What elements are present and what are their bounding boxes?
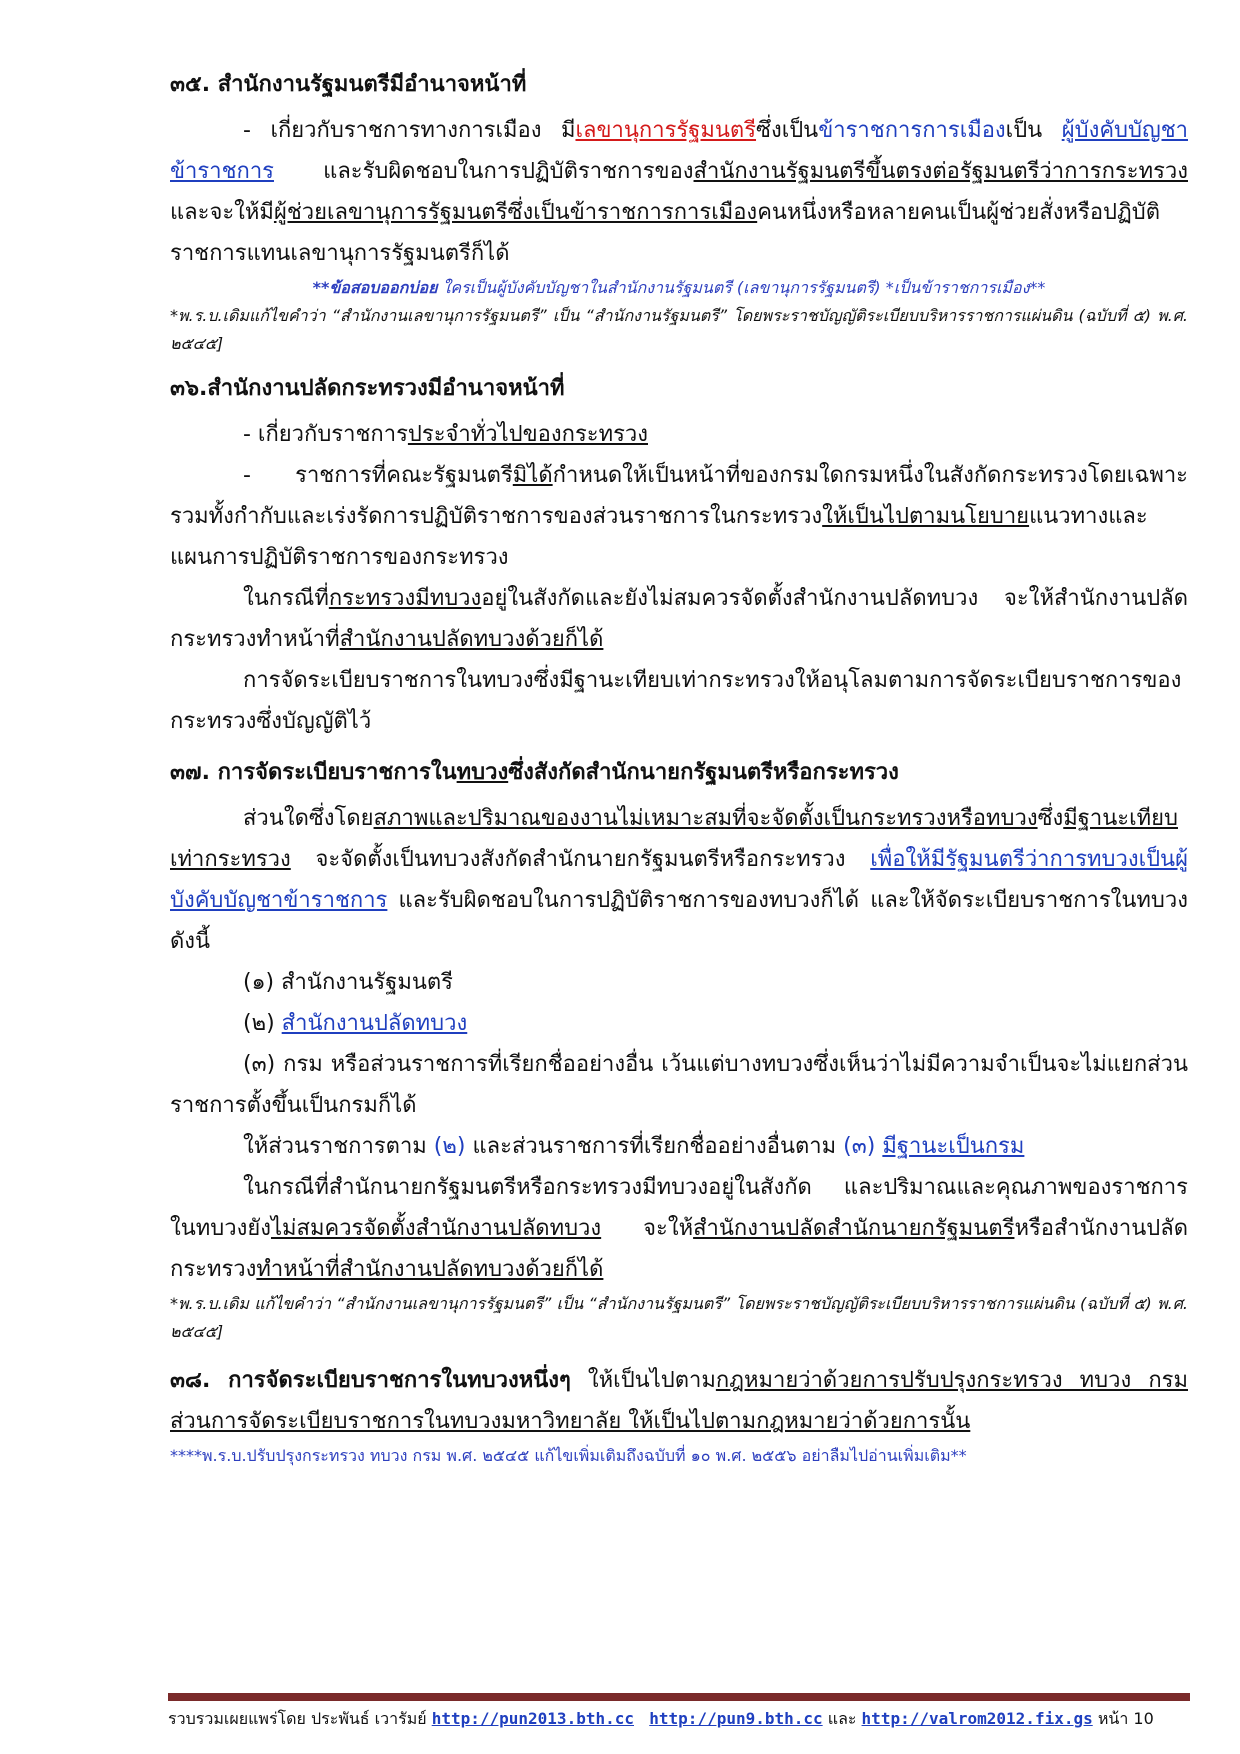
term-commander: ผู้บังคับบัญชาข้าราชการ xyxy=(170,118,1188,184)
section-37-list-item-3: (๓) กรม หรือส่วนราชการที่เรียกชื่ออย่างอื่น เว้นแต่บางทบวงซึ่งเห็นว่าไม่มีความจำเป็นจะไม่แยกส่วนราชการตั้งขึ้นเป็นกรมก็ได้ xyxy=(170,1052,1188,1118)
footer-link-2[interactable]: http://pun9.bth.cc xyxy=(649,1709,823,1728)
section-38 xyxy=(170,1360,1188,1470)
footer-link-1[interactable]: http://pun2013.bth.cc xyxy=(431,1709,634,1728)
text: ซึ่งสังกัดสำนักนายกรัฐมนตรีหรือกระทรวง xyxy=(508,760,899,785)
text: ซึ่ง xyxy=(1037,806,1064,831)
text: ๓๗. การจัดระเบียบราชการใน xyxy=(170,760,457,785)
text: ใครเป็นผู้บังคับบัญชาในสำนักงานรัฐมนตรี (เลขานุการรัฐมนตรี) *เป็นข้าราชการเมือง** xyxy=(437,278,1046,297)
term: มิได้ xyxy=(512,463,553,488)
text: แนวทางและแผนการปฏิบัติราชการของกระทรวง xyxy=(170,504,1148,570)
ref: (๓) xyxy=(843,1134,876,1159)
section-37-paragraph-1 xyxy=(170,798,1188,962)
section-38-paragraph xyxy=(170,1360,1188,1442)
footer-link-3[interactable]: http://valrom2012.fix.gs xyxy=(861,1709,1093,1728)
reading-note: ****พ.ร.บ.ปรับปรุงกระทรวง ทบวง กรม พ.ศ. ๒๕๔๕ แก้ไขเพิ่มเติมถึงฉบับที่ ๑๐ พ.ศ. ๒๕๕๖ อย่าลืมไปอ่านเพิ่มเติม** xyxy=(170,1446,967,1465)
text: และส่วนราชการที่เรียกชื่ออย่างอื่นตาม xyxy=(465,1134,844,1159)
section-36-paragraph-3 xyxy=(170,578,1188,660)
text: กำหนดให้เป็นหน้าที่ของกรมใดกรมหนึ่งในสังกัดกระทรวงโดยเฉพาะ รวมทั้งกำกับและเร่งรัดการปฏิบัติราชการของส่วนราชการในกระทรวง xyxy=(170,463,1188,529)
text: ในกรณีที่ xyxy=(243,586,329,611)
term-secretary: เลขานุการรัฐมนตรี xyxy=(575,118,757,143)
term: ให้เป็นไปตามนโยบาย xyxy=(822,504,1030,529)
term: กฎหมายว่าด้วยการปรับปรุงกระทรวง ทบวง กรม xyxy=(715,1368,1188,1393)
text: และจะให้มี xyxy=(170,200,274,225)
section-37-title xyxy=(170,756,1188,790)
footer-divider xyxy=(168,1693,1190,1701)
law-note: *พ.ร.บ.เดิมแก้ไขคำว่า “สำนักงานเลขานุการรัฐมนตรี” เป็น “สำนักงานรัฐมนตรี” โดยพระราชบัญญัติระเบียบบริหารราชการแผ่นดิน (ฉบับที่ ๕) พ.ศ. ๒๕๔๕] xyxy=(170,306,1188,353)
text: ซึ่งเป็น xyxy=(756,118,819,143)
text: ให้ส่วนราชการตาม xyxy=(243,1134,434,1159)
document-page xyxy=(170,68,1188,1484)
term: สภาพและปริมาณของงานไม่เหมาะสมที่จะจัดตั้งเป็นกระทรวงหรือทบวง xyxy=(373,806,1038,831)
text: หรือสำนักงานปลัดกระทรวง xyxy=(170,1216,1188,1282)
footer-credit: รวบรวมเผยแพร่โดย ประพันธ์ เวารัมย์ xyxy=(168,1709,432,1728)
text: จะให้ xyxy=(601,1216,694,1241)
text: ในกรณีที่สำนักนายกรัฐมนตรีหรือกระทรวงมีทบวงอยู่ในสังกัด และปริมาณและคุณภาพของราชการในทบวงยัง xyxy=(170,1175,1188,1241)
ref: (๒) xyxy=(433,1134,466,1159)
term: ทำหน้าที่สำนักงานปลัดทบวงด้วยก็ได้ xyxy=(256,1257,604,1282)
text: **ข้อสอบออกบ่อย xyxy=(312,278,438,297)
text: ให้เป็นไปตาม xyxy=(570,1368,716,1393)
term: ไม่สมควรจัดตั้งสำนักงานปลัดทบวง xyxy=(270,1216,602,1241)
section-36-paragraph-4: การจัดระเบียบราชการในทบวงซึ่งมีฐานะเทียบเท่ากระทรวงให้อนุโลมตามการจัดระเบียบราชการของกระทรวงซึ่งบัญญัติไว้ xyxy=(170,668,1182,734)
section-36-title: ๓๖.สำนักงานปลัดกระทรวงมีอำนาจหน้าที่ xyxy=(170,376,565,401)
section-37-paragraph-3 xyxy=(170,1167,1188,1290)
text: คนหนึ่งหรือหลายคนเป็นผู้ช่วยสั่งหรือปฏิบัติราชการแทนเลขานุการรัฐมนตรีก็ได้ xyxy=(170,200,1161,266)
term-assistant: ผู้ช่วยเลขานุการรัฐมนตรีซึ่งเป็นข้าราชการการเมือง xyxy=(273,200,758,225)
section-37-paragraph-2 xyxy=(170,1126,1188,1167)
term-political-official: ข้าราชการการเมือง xyxy=(818,118,1006,143)
term: สำนักงานปลัดทบวงด้วยก็ได้ xyxy=(339,627,604,652)
section-38-title: ๓๘. การจัดระเบียบราชการในทบวงหนึ่งๆ xyxy=(170,1368,571,1393)
footer-and: และ xyxy=(827,1709,862,1728)
text: - ราชการที่คณะรัฐมนตรี xyxy=(243,463,513,488)
term: สำนักงานปลัดสำนักนายกรัฐมนตรี xyxy=(693,1216,1015,1241)
term: ทบวง xyxy=(456,760,509,785)
term: ส่วนการจัดระเบียบราชการในทบวงมหาวิทยาลัย ให้เป็นไปตามกฎหมายว่าด้วยการนั้น xyxy=(170,1409,971,1434)
term-minister-office: สำนักงานรัฐมนตรีขึ้นตรงต่อรัฐมนตรีว่าการกระทรวง xyxy=(693,159,1188,184)
section-37 xyxy=(170,756,1188,1346)
section-37-list-item-2 xyxy=(170,1003,1188,1044)
footer xyxy=(168,1707,1190,1731)
text: (๒) xyxy=(243,1011,282,1036)
text: จะจัดตั้งเป็นทบวงสังกัดสำนักนายกรัฐมนตรีหรือกระทรวง xyxy=(290,847,871,872)
section-36-item-2 xyxy=(170,455,1188,578)
text: เป็น xyxy=(1005,118,1062,143)
law-note: *พ.ร.บ.เดิม แก้ไขคำว่า “สำนักงานเลขานุการรัฐมนตรี” เป็น “สำนักงานรัฐมนตรี” โดยพระราชบัญญัติระเบียบบริหารราชการแผ่นดิน (ฉบับที่ ๕) พ.ศ. ๒๕๔๕] xyxy=(170,1294,1188,1341)
term: มีฐานะเทียบเท่ากระทรวง xyxy=(170,806,1178,872)
section-36-item-1 xyxy=(170,414,1188,455)
text: ส่วนใดซึ่งโดย xyxy=(243,806,374,831)
text: - เกี่ยวกับราชการทางการเมือง มี xyxy=(243,118,576,143)
term-commander: เพื่อให้มีรัฐมนตรีว่าการทบวงเป็นผู้บังคับบัญชาข้าราชการ xyxy=(170,847,1188,913)
text: อยู่ในสังกัดและยังไม่สมควรจัดตั้งสำนักงานปลัดทบวง จะให้สำนักงานปลัดกระทรวงทำหน้าที่ xyxy=(170,586,1188,652)
page-number: หน้า 10 xyxy=(1097,1709,1154,1728)
section-36 xyxy=(170,372,1188,742)
section-35 xyxy=(170,68,1188,358)
section-35-paragraph xyxy=(170,110,1188,274)
term: สำนักงานปลัดทบวง xyxy=(281,1011,468,1036)
text: และรับผิดชอบในการปฏิบัติราชการของ xyxy=(273,159,694,184)
text: - เกี่ยวกับราชการ xyxy=(243,422,408,447)
term: ประจำทั่วไปของกระทรวง xyxy=(407,422,648,447)
term: กระทรวงมีทบวง xyxy=(328,586,482,611)
text: และรับผิดชอบในการปฏิบัติราชการของทบวงก็ได้ และให้จัดระเบียบราชการในทบวงดังนี้ xyxy=(170,888,1188,954)
term: มีฐานะเป็นกรม xyxy=(882,1134,1025,1159)
section-37-list-item-1: (๑) สำนักงานรัฐมนตรี xyxy=(243,970,453,995)
section-35-title: ๓๕. สำนักงานรัฐมนตรีมีอำนาจหน้าที่ xyxy=(170,72,527,97)
exam-note xyxy=(170,274,1188,302)
